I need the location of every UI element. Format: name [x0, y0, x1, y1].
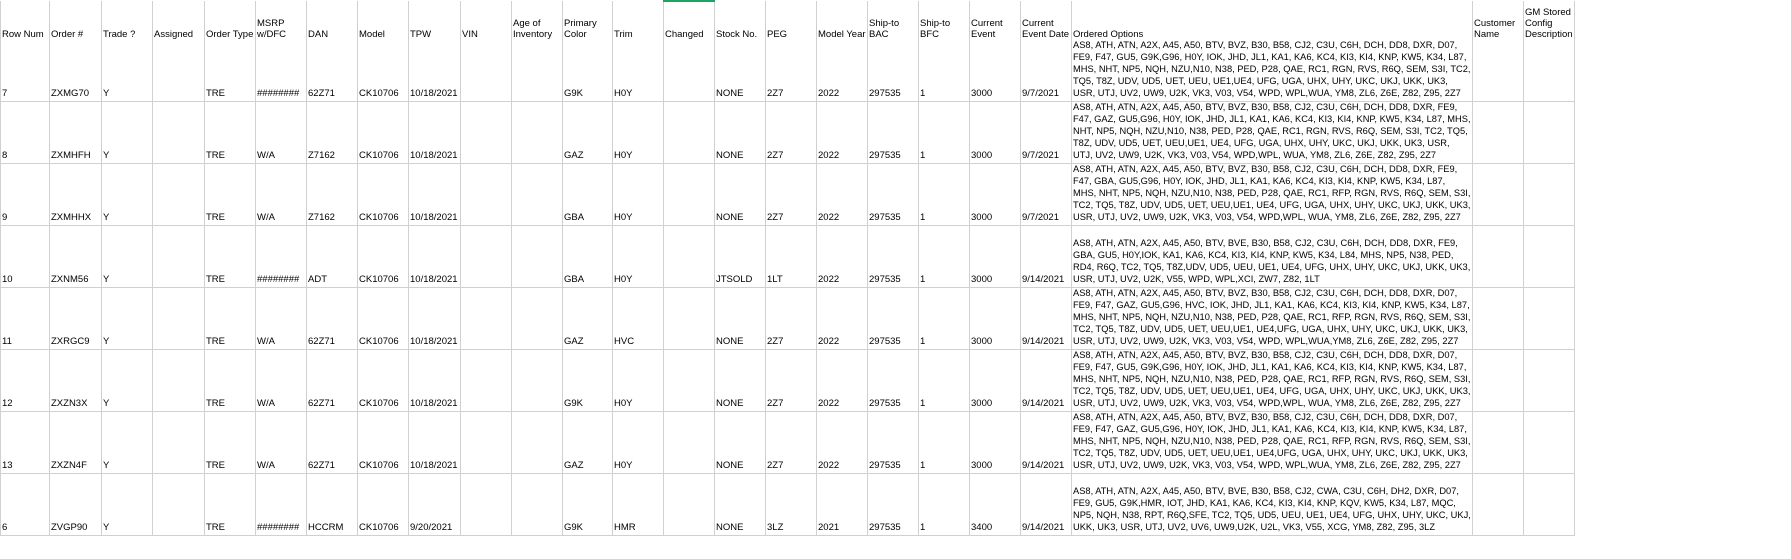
cell-customer[interactable]: [1473, 164, 1524, 226]
cell-order[interactable]: ZXNM56: [50, 226, 102, 288]
cell-model[interactable]: CK10706: [358, 474, 409, 536]
cell-peg[interactable]: 1LT: [766, 226, 817, 288]
column-header[interactable]: Trim: [613, 1, 664, 40]
cell-tpw[interactable]: 10/18/2021: [409, 102, 461, 164]
cell-order-type[interactable]: TRE: [205, 474, 256, 536]
cell-msrp[interactable]: W/A: [256, 164, 307, 226]
table-row: [1, 40, 1575, 102]
cell-peg[interactable]: 3LZ: [766, 474, 817, 536]
cell-model-year[interactable]: 2022: [817, 226, 868, 288]
column-header[interactable]: Assigned: [153, 1, 205, 40]
cell-peg[interactable]: 2Z7: [766, 350, 817, 412]
cell-age[interactable]: [512, 350, 563, 412]
cell-tpw[interactable]: 9/20/2021: [409, 474, 461, 536]
cell-options[interactable]: AS8, ATH, ATN, A2X, A45, A50, BTV, BVZ, B30, B58, CJ2, C3U, C6H, DCH, DD8, DXR, FE9, F47, GBA, GU5,G96, H0Y, IOK, JHD, JL1, KA1, KA6, KC4, KI3, KI4, KNP, KW5, K34, L87, MHS, NHT, NP5, NQH, NZU,N10, N38, PED, P28, QAE, RC1, RFP, RGN, RVS, R6Q, SEM, S3I, TC2, TQ5, T8Z, UDV, UD5, UET, UEU,UE1, UE4, UFG, UGA, UHX, UHY, UKC, UKJ, UKK, UK3, USR, UTJ, UV2, UW9, U2K, VK3, V03, V54, WPD,WPL, WUA, YM8, ZL6, Z6E, Z82, Z95, 2Z7: [1072, 164, 1473, 226]
cell-dan[interactable]: 62Z71: [307, 412, 358, 474]
cell-model-year[interactable]: 2022: [817, 40, 868, 102]
cell-age[interactable]: [512, 226, 563, 288]
cell-bfc[interactable]: 1: [919, 474, 970, 536]
cell-color[interactable]: G9K: [563, 474, 613, 536]
cell-model[interactable]: CK10706: [358, 288, 409, 350]
cell-model-year[interactable]: 2021: [817, 474, 868, 536]
cell-peg[interactable]: 2Z7: [766, 102, 817, 164]
cell-assigned[interactable]: [153, 102, 205, 164]
cell-vin[interactable]: [461, 350, 512, 412]
cell-event-date[interactable]: 9/14/2021: [1021, 226, 1072, 288]
cell-order-type[interactable]: TRE: [205, 102, 256, 164]
table-row: [1, 164, 1575, 226]
cell-dan[interactable]: 62Z71: [307, 350, 358, 412]
cell-row-num[interactable]: 6: [1, 474, 50, 536]
cell-peg[interactable]: 2Z7: [766, 288, 817, 350]
column-header[interactable]: Ordered Options: [1072, 1, 1473, 40]
cell-event[interactable]: 3400: [970, 474, 1021, 536]
column-header[interactable]: Model: [358, 1, 409, 40]
cell-msrp[interactable]: ########: [256, 40, 307, 102]
cell-model[interactable]: CK10706: [358, 226, 409, 288]
cell-row-num[interactable]: 11: [1, 288, 50, 350]
cell-dan[interactable]: 62Z71: [307, 288, 358, 350]
cell-config[interactable]: [1524, 288, 1575, 350]
cell-msrp[interactable]: W/A: [256, 412, 307, 474]
cell-model-year[interactable]: 2022: [817, 164, 868, 226]
cell-stock[interactable]: NONE: [715, 474, 766, 536]
cell-vin[interactable]: [461, 164, 512, 226]
cell-customer[interactable]: [1473, 226, 1524, 288]
cell-color[interactable]: GAZ: [563, 102, 613, 164]
cell-event[interactable]: 3000: [970, 412, 1021, 474]
cell-model[interactable]: CK10706: [358, 40, 409, 102]
cell-customer[interactable]: [1473, 288, 1524, 350]
cell-order-type[interactable]: TRE: [205, 40, 256, 102]
cell-model-year[interactable]: 2022: [817, 350, 868, 412]
cell-trim[interactable]: H0Y: [613, 412, 664, 474]
table-row: [1, 474, 1575, 536]
cell-config[interactable]: [1524, 226, 1575, 288]
column-header[interactable]: Row Num: [1, 1, 50, 40]
cell-event[interactable]: 3000: [970, 288, 1021, 350]
cell-assigned[interactable]: [153, 226, 205, 288]
cell-config[interactable]: [1524, 102, 1575, 164]
cell-options[interactable]: AS8, ATH, ATN, A2X, A45, A50, BTV, BVZ, B30, B58, CJ2, C3U, C6H, DCH, DD8, DXR, D07, FE9, F47, GAZ, GU5,G96, HVC, IOK, JHD, JL1, KA1, KA6, KC4, KI3, KI4, KNP, KW5, K34, L87, MHS, NHT, NP5, NQH, NZU,N10, N38, PED, P28, QAE, RC1, RFP, RGN, RVS, R6Q, SEM, S3I, TC2, TQ5, T8Z, UDV, UD5, UET, UEU,UE1, UE4,UFG, UGA, UHX, UHY, UKC, UKJ, UKK, UK3, USR, UTJ, UV2, UW9, U2K, VK3, V03, V54, WPD, WPL,WUA,YM8, ZL6, Z6E, Z82, Z95, 2Z7: [1072, 288, 1473, 350]
column-header[interactable]: Changed: [664, 1, 715, 40]
column-header[interactable]: Age of Inventory: [512, 1, 563, 40]
column-header[interactable]: Stock No.: [715, 1, 766, 40]
cell-event[interactable]: 3000: [970, 102, 1021, 164]
cell-config[interactable]: [1524, 474, 1575, 536]
cell-dan[interactable]: 62Z71: [307, 40, 358, 102]
cell-msrp[interactable]: ########: [256, 474, 307, 536]
table-body: [1, 40, 1575, 536]
cell-model[interactable]: CK10706: [358, 350, 409, 412]
cell-order[interactable]: ZXZN4F: [50, 412, 102, 474]
cell-trim[interactable]: HVC: [613, 288, 664, 350]
cell-peg[interactable]: 2Z7: [766, 412, 817, 474]
cell-assigned[interactable]: [153, 350, 205, 412]
column-header[interactable]: Model Year: [817, 1, 868, 40]
cell-tpw[interactable]: 10/18/2021: [409, 40, 461, 102]
cell-row-num[interactable]: 8: [1, 102, 50, 164]
cell-customer[interactable]: [1473, 350, 1524, 412]
cell-msrp[interactable]: W/A: [256, 288, 307, 350]
column-header[interactable]: DAN: [307, 1, 358, 40]
cell-stock[interactable]: NONE: [715, 412, 766, 474]
cell-trim[interactable]: H0Y: [613, 226, 664, 288]
cell-bfc[interactable]: 1: [919, 40, 970, 102]
cell-order-type[interactable]: TRE: [205, 288, 256, 350]
cell-trim[interactable]: HMR: [613, 474, 664, 536]
cell-model-year[interactable]: 2022: [817, 288, 868, 350]
cell-model-year[interactable]: 2022: [817, 102, 868, 164]
column-header[interactable]: Ship-to BAC: [868, 1, 919, 40]
cell-customer[interactable]: [1473, 102, 1524, 164]
cell-row-num[interactable]: 9: [1, 164, 50, 226]
cell-trade[interactable]: Y: [102, 474, 153, 536]
cell-event-date[interactable]: 9/7/2021: [1021, 164, 1072, 226]
cell-dan[interactable]: Z7162: [307, 102, 358, 164]
cell-trade[interactable]: Y: [102, 40, 153, 102]
cell-trim[interactable]: H0Y: [613, 40, 664, 102]
cell-tpw[interactable]: 10/18/2021: [409, 350, 461, 412]
cell-vin[interactable]: [461, 412, 512, 474]
cell-order[interactable]: ZVGP90: [50, 474, 102, 536]
table-row: [1, 412, 1575, 474]
cell-options[interactable]: AS8, ATH, ATN, A2X, A45, A50, BTV, BVZ, B30, B58, CJ2, C3U, C6H, DCH, DD8, DXR, D07, FE9, F47, GU5, G9K,G96, H0Y, IOK, JHD, JL1, KA1, KA6, KC4, KI3, KI4, KNP, KW5, K34, L87, MHS, NHT, NP5, NQH, NZU,N10, N38, PED, P28, QAE, RC1, RGN, RVS, R6Q, SEM, S3I, TC2, TQ5, T8Z, UDV, UD5, UET, UEU, UE1,UE4, UFG, UGA, UHX, UHY, UKC, UKJ, UKK, UK3, USR, UTJ, UV2, UW9, U2K, VK3, V03, V54, WPD, WPL,WUA, YM8, ZL6, Z6E, Z82, Z95, 2Z7: [1072, 40, 1473, 102]
cell-bac[interactable]: 297535: [868, 350, 919, 412]
column-header[interactable]: Ship-to BFC: [919, 1, 970, 40]
cell-bac[interactable]: 297535: [868, 288, 919, 350]
column-header[interactable]: Order Type: [205, 1, 256, 40]
cell-order-type[interactable]: TRE: [205, 412, 256, 474]
cell-msrp[interactable]: ########: [256, 226, 307, 288]
cell-color[interactable]: GBA: [563, 226, 613, 288]
cell-changed[interactable]: [664, 412, 715, 474]
cell-row-num[interactable]: 7: [1, 40, 50, 102]
cell-changed[interactable]: [664, 40, 715, 102]
cell-order-type[interactable]: TRE: [205, 350, 256, 412]
cell-trade[interactable]: Y: [102, 102, 153, 164]
cell-assigned[interactable]: [153, 474, 205, 536]
cell-order[interactable]: ZXMHFH: [50, 102, 102, 164]
cell-tpw[interactable]: 10/18/2021: [409, 226, 461, 288]
cell-trade[interactable]: Y: [102, 226, 153, 288]
cell-msrp[interactable]: W/A: [256, 350, 307, 412]
column-header[interactable]: VIN: [461, 1, 512, 40]
cell-event-date[interactable]: 9/14/2021: [1021, 412, 1072, 474]
cell-age[interactable]: [512, 40, 563, 102]
cell-stock[interactable]: NONE: [715, 288, 766, 350]
cell-changed[interactable]: [664, 350, 715, 412]
table-row: [1, 102, 1575, 164]
cell-model[interactable]: CK10706: [358, 102, 409, 164]
cell-order[interactable]: ZXMG70: [50, 40, 102, 102]
cell-bac[interactable]: 297535: [868, 412, 919, 474]
cell-assigned[interactable]: [153, 412, 205, 474]
cell-age[interactable]: [512, 102, 563, 164]
column-header[interactable]: Current Event Date: [1021, 1, 1072, 40]
cell-bfc[interactable]: 1: [919, 350, 970, 412]
cell-vin[interactable]: [461, 474, 512, 536]
column-header[interactable]: TPW: [409, 1, 461, 40]
cell-event-date[interactable]: 9/14/2021: [1021, 474, 1072, 536]
cell-tpw[interactable]: 10/18/2021: [409, 412, 461, 474]
cell-tpw[interactable]: 10/18/2021: [409, 288, 461, 350]
cell-age[interactable]: [512, 164, 563, 226]
cell-color[interactable]: GBA: [563, 164, 613, 226]
cell-trim[interactable]: H0Y: [613, 164, 664, 226]
cell-trim[interactable]: H0Y: [613, 102, 664, 164]
column-header[interactable]: MSRP w/DFC: [256, 1, 307, 40]
cell-options[interactable]: AS8, ATH, ATN, A2X, A45, A50, BTV, BVZ, B30, B58, CJ2, C3U, C6H, DCH, DD8, DXR, FE9, F47, GAZ, GU5,G96, H0Y, IOK, JHD, JL1, KA1, KA6, KC4, KI3, KI4, KNP, KW5, K34, L87, MHS, NHT, NP5, NQH, NZU,N10, N38, PED, P28, QAE, RC1, RGN, RVS, R6Q, SEM, S3I, TC2, TQ5, T8Z, UDV, UD5, UET, UEU,UE1, UE4, UFG, UGA, UHX, UHY, UKC, UKJ, UKK, UK3, USR, UTJ, UV2, UW9, U2K, VK3, V03, V54, WPD,WPL, WUA, YM8, ZL6, Z6E, Z82, Z95, 2Z7: [1072, 102, 1473, 164]
cell-trade[interactable]: Y: [102, 164, 153, 226]
cell-event-date[interactable]: 9/14/2021: [1021, 350, 1072, 412]
cell-order-type[interactable]: TRE: [205, 226, 256, 288]
cell-trade[interactable]: Y: [102, 288, 153, 350]
cell-row-num[interactable]: 12: [1, 350, 50, 412]
cell-bac[interactable]: 297535: [868, 226, 919, 288]
cell-peg[interactable]: 2Z7: [766, 40, 817, 102]
cell-event[interactable]: 3000: [970, 350, 1021, 412]
cell-assigned[interactable]: [153, 40, 205, 102]
cell-options[interactable]: AS8, ATH, ATN, A2X, A45, A50, BTV, BVZ, B30, B58, CJ2, C3U, C6H, DCH, DD8, DXR, D07, FE9, F47, GU5, G9K,G96, H0Y, IOK, JHD, JL1, KA1, KA6, KC4, KI3, KI4, KNP, KW5, K34, L87, MHS, NHT, NP5, NQH, NZU,N10, N38, PED, P28, QAE, RC1, RFP, RGN, RVS, R6Q, SEM, S3I, TC2, TQ5, T8Z, UDV, UD5, UET, UEU,UE1, UE4, UFG, UGA, UHX, UHY, UKC, UKJ, UKK, UK3, USR, UTJ, UV2, UW9, U2K, VK3, V03, V54, WPD,WPL, WUA, YM8, ZL6, Z6E, Z82, Z95, 2Z7: [1072, 350, 1473, 412]
cell-stock[interactable]: NONE: [715, 102, 766, 164]
cell-bfc[interactable]: 1: [919, 164, 970, 226]
cell-vin[interactable]: [461, 288, 512, 350]
cell-trim[interactable]: H0Y: [613, 350, 664, 412]
cell-order[interactable]: ZXMHHX: [50, 164, 102, 226]
cell-order[interactable]: ZXZN3X: [50, 350, 102, 412]
cell-stock[interactable]: JTSOLD: [715, 226, 766, 288]
header-row: [1, 1, 1575, 40]
cell-customer[interactable]: [1473, 474, 1524, 536]
cell-changed[interactable]: [664, 164, 715, 226]
cell-config[interactable]: [1524, 40, 1575, 102]
table-row: [1, 350, 1575, 412]
column-header[interactable]: PEG: [766, 1, 817, 40]
cell-color[interactable]: GAZ: [563, 288, 613, 350]
cell-msrp[interactable]: W/A: [256, 102, 307, 164]
cell-changed[interactable]: [664, 102, 715, 164]
cell-vin[interactable]: [461, 40, 512, 102]
cell-dan[interactable]: ADT: [307, 226, 358, 288]
cell-bac[interactable]: 297535: [868, 164, 919, 226]
cell-event-date[interactable]: 9/7/2021: [1021, 102, 1072, 164]
cell-age[interactable]: [512, 288, 563, 350]
cell-config[interactable]: [1524, 412, 1575, 474]
cell-customer[interactable]: [1473, 40, 1524, 102]
cell-vin[interactable]: [461, 226, 512, 288]
cell-assigned[interactable]: [153, 288, 205, 350]
cell-peg[interactable]: 2Z7: [766, 164, 817, 226]
cell-dan[interactable]: HCCRM: [307, 474, 358, 536]
cell-changed[interactable]: [664, 226, 715, 288]
cell-model[interactable]: CK10706: [358, 412, 409, 474]
cell-changed[interactable]: [664, 474, 715, 536]
cell-bfc[interactable]: 1: [919, 412, 970, 474]
cell-tpw[interactable]: 10/18/2021: [409, 164, 461, 226]
cell-event[interactable]: 3000: [970, 40, 1021, 102]
cell-options[interactable]: AS8, ATH, ATN, A2X, A45, A50, BTV, BVZ, B30, B58, CJ2, C3U, C6H, DCH, DD8, DXR, D07, FE9, F47, GAZ, GU5,G96, H0Y, IOK, JHD, JL1, KA1, KA6, KC4, KI3, KI4, KNP, KW5, K34, L87, MHS, NHT, NP5, NQH, NZU,N10, N38, PED, P28, QAE, RC1, RFP, RGN, RVS, R6Q, SEM, S3I, TC2, TQ5, T8Z, UDV, UD5, UET, UEU,UE1, UE4,UFG, UGA, UHX, UHY, UKC, UKJ, UKK, UK3, USR, UTJ, UV2, UW9, U2K, VK3, V03, V54, WPD, WPL,WUA, YM8, ZL6, Z6E, Z82, Z95, 2Z7: [1072, 412, 1473, 474]
cell-options[interactable]: AS8, ATH, ATN, A2X, A45, A50, BTV, BVE, B30, B58, CJ2, C3U, C6H, DCH, DD8, DXR, FE9, GBA, GU5, H0Y,IOK, KA1, KA6, KC4, KI3, KI4, KNP, KW5, K34, L84, MHS, NP5, N38, PED, RD4, R6Q, TC2, TQ5, T8Z,UDV, UD5, UEU, UE1, UE4, UFG, UHX, UHY, UKC, UKJ, UKK, UK3, USR, UTJ, UV2, U2K, V55, WPD, WPL,XCI, ZW7, Z82, 1LT: [1072, 226, 1473, 288]
cell-row-num[interactable]: 13: [1, 412, 50, 474]
column-header[interactable]: Primary Color: [563, 1, 613, 40]
cell-bac[interactable]: 297535: [868, 40, 919, 102]
cell-bfc[interactable]: 1: [919, 102, 970, 164]
cell-bfc[interactable]: 1: [919, 226, 970, 288]
column-header[interactable]: GM Stored Config Description: [1524, 1, 1575, 40]
cell-model-year[interactable]: 2022: [817, 412, 868, 474]
column-header[interactable]: Order #: [50, 1, 102, 40]
cell-trade[interactable]: Y: [102, 350, 153, 412]
column-header[interactable]: Current Event: [970, 1, 1021, 40]
cell-model[interactable]: CK10706: [358, 164, 409, 226]
column-header[interactable]: Customer Name: [1473, 1, 1524, 40]
cell-color[interactable]: G9K: [563, 350, 613, 412]
cell-row-num[interactable]: 10: [1, 226, 50, 288]
cell-customer[interactable]: [1473, 412, 1524, 474]
cell-event[interactable]: 3000: [970, 164, 1021, 226]
cell-vin[interactable]: [461, 102, 512, 164]
cell-age[interactable]: [512, 474, 563, 536]
cell-order-type[interactable]: TRE: [205, 164, 256, 226]
cell-event-date[interactable]: 9/14/2021: [1021, 288, 1072, 350]
cell-dan[interactable]: Z7162: [307, 164, 358, 226]
cell-trade[interactable]: Y: [102, 412, 153, 474]
cell-age[interactable]: [512, 412, 563, 474]
table-row: [1, 226, 1575, 288]
cell-bac[interactable]: 297535: [868, 102, 919, 164]
column-header[interactable]: Trade ?: [102, 1, 153, 40]
cell-bfc[interactable]: 1: [919, 288, 970, 350]
cell-order[interactable]: ZXRGC9: [50, 288, 102, 350]
cell-stock[interactable]: NONE: [715, 164, 766, 226]
cell-event[interactable]: 3000: [970, 226, 1021, 288]
cell-options[interactable]: AS8, ATH, ATN, A2X, A45, A50, BTV, BVE, B30, B58, CJ2, CWA, C3U, C6H, DH2, DXR, D07, FE9, GU5, G9K,HMR, IOT, JHD, KA1, KA6, KC4, KI3, KI4, KNP, KQV, KW5, K34, L87, MQC, NP5, NQH, N38, RPT, R6Q,SFE, TC2, TQ5, UD5, UEU, UE1, UE4, UFG, UHX, UHY, UKC, UKJ, UKK, UK3, USR, UTJ, UV2, UV6, UW9,U2K, U2L, VK3, V55, XCG, YM8, Z82, Z95, 3LZ: [1072, 474, 1473, 536]
cell-assigned[interactable]: [153, 164, 205, 226]
cell-color[interactable]: GAZ: [563, 412, 613, 474]
cell-stock[interactable]: NONE: [715, 40, 766, 102]
cell-config[interactable]: [1524, 350, 1575, 412]
cell-changed[interactable]: [664, 288, 715, 350]
cell-bac[interactable]: 297535: [868, 474, 919, 536]
cell-color[interactable]: G9K: [563, 40, 613, 102]
table-row: [1, 288, 1575, 350]
cell-config[interactable]: [1524, 164, 1575, 226]
cell-event-date[interactable]: 9/7/2021: [1021, 40, 1072, 102]
cell-stock[interactable]: NONE: [715, 350, 766, 412]
